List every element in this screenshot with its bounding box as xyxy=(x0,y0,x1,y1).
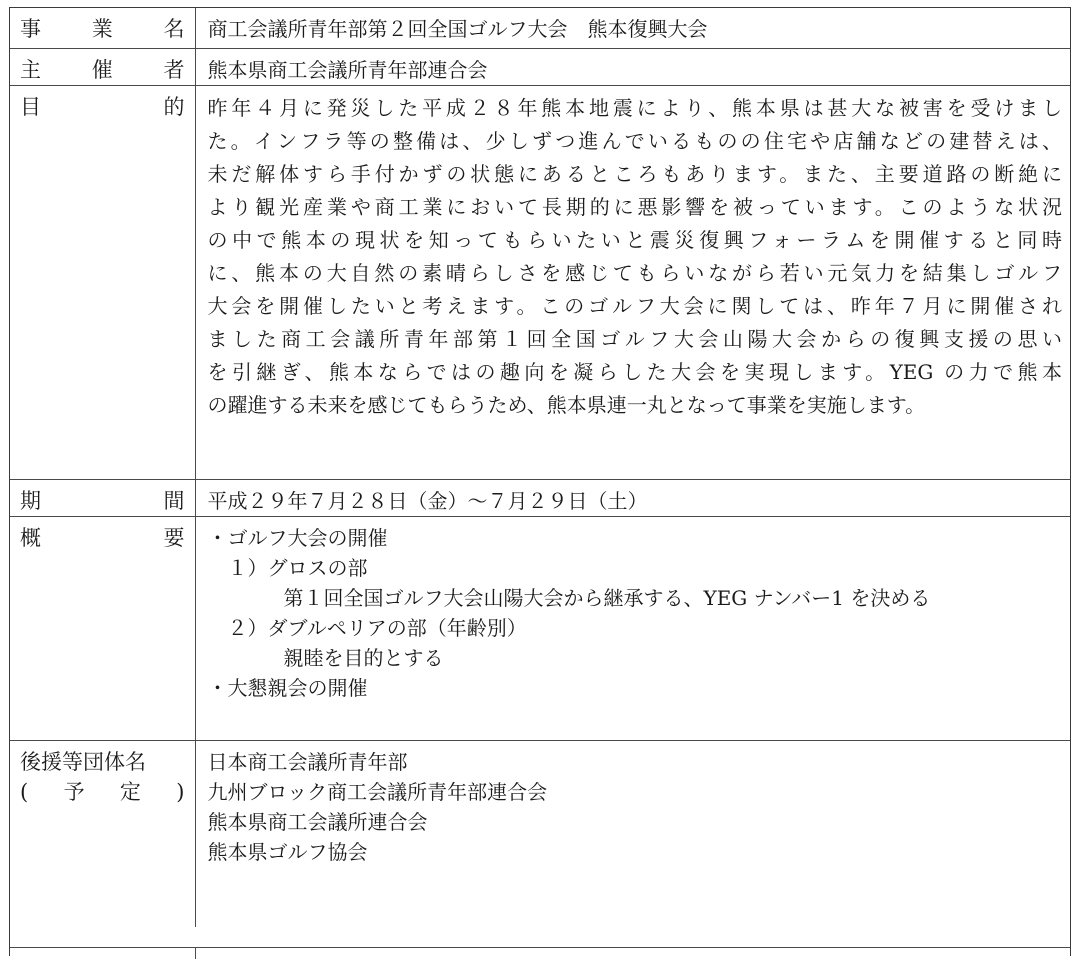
value-purpose xyxy=(195,85,1070,479)
outline-item: ・ゴルフ大会の開催 xyxy=(207,525,388,550)
label-purpose: 目 的 xyxy=(10,85,195,479)
purpose-line: 昨年４月に発災した平成２８年熊本地震により、熊本県は甚大な被害を受けまし xyxy=(207,95,1062,120)
value-supporting-organizations xyxy=(195,740,1070,927)
value-event-name: 商工会議所青年部第２回全国ゴルフ大会 熊本復興大会 xyxy=(195,8,1070,48)
row-purpose xyxy=(10,85,1070,479)
row-outline xyxy=(10,516,1070,740)
purpose-line: を引継ぎ、熊本ならではの趣向を凝らした大会を実現します。YEG の力で熊本 xyxy=(207,359,1062,384)
row-host xyxy=(10,48,1070,85)
purpose-line: ました商工会議所青年部第１回全国ゴルフ大会山陽大会からの復興支援の思い xyxy=(207,326,1062,351)
value-outline xyxy=(195,516,1070,740)
row-period xyxy=(10,479,1070,516)
row-event-name xyxy=(10,8,1070,48)
label-outline: 概 要 xyxy=(10,516,195,740)
event-overview-table xyxy=(10,8,1070,927)
outline-item: ・大懇親会の開催 xyxy=(207,675,368,700)
supporting-organization: 熊本県商工会議所連合会 xyxy=(207,809,428,834)
row-supporting-organizations xyxy=(10,740,1070,927)
label-supporting-organizations: 後援等団体名 ( 予 定 ) xyxy=(10,740,195,927)
bottom-rule xyxy=(10,947,1070,948)
bottom-divider xyxy=(195,947,196,959)
label-period: 期 間 xyxy=(10,479,195,516)
value-period: 平成２９年７月２８日（金）～７月２９日（土） xyxy=(195,479,1070,516)
value-host: 熊本県商工会議所青年部連合会 xyxy=(195,48,1070,85)
purpose-line: に、熊本の大自然の素晴らしさを感じてもらいながら若い元気力を結集しゴルフ xyxy=(207,260,1062,285)
supporting-organization: 日本商工会議所青年部 xyxy=(207,749,408,774)
label-host: 主 催 者 xyxy=(10,48,195,85)
document-sheet xyxy=(9,7,1071,956)
outline-item: 第１回全国ゴルフ大会山陽大会から継承する、YEG ナンバー1 を決める xyxy=(283,585,931,610)
outline-item: ２）ダブルペリアの部（年齢別） xyxy=(227,615,527,640)
label-event-name: 事 業 名 xyxy=(10,8,195,48)
supporting-organization: 九州ブロック商工会議所青年部連合会 xyxy=(207,779,548,804)
purpose-line: た。インフラ等の整備は、少しずつ進んでいるものの住宅や店舗などの建替えは、 xyxy=(207,128,1062,153)
purpose-line: より観光産業や商工業において長期的に悪影響を被っています。このような状況 xyxy=(207,194,1062,219)
purpose-line: の躍進する未来を感じてもらうため、熊本県連一丸となって事業を実施します。 xyxy=(207,392,926,417)
purpose-line: 大会を開催したいと考えます。このゴルフ大会に関しては、昨年７月に開催され xyxy=(207,293,1062,318)
outline-item: 親睦を目的とする xyxy=(283,645,444,670)
purpose-line: の中で熊本の現状を知ってもらいたいと震災復興フォーラムを開催すると同時 xyxy=(207,227,1062,252)
outline-item: １）グロスの部 xyxy=(227,555,368,580)
supporting-organization: 熊本県ゴルフ協会 xyxy=(207,839,368,864)
purpose-line: 未だ解体すら手付かずの状態にあるところもあります。また、主要道路の断絶に xyxy=(207,161,1062,186)
